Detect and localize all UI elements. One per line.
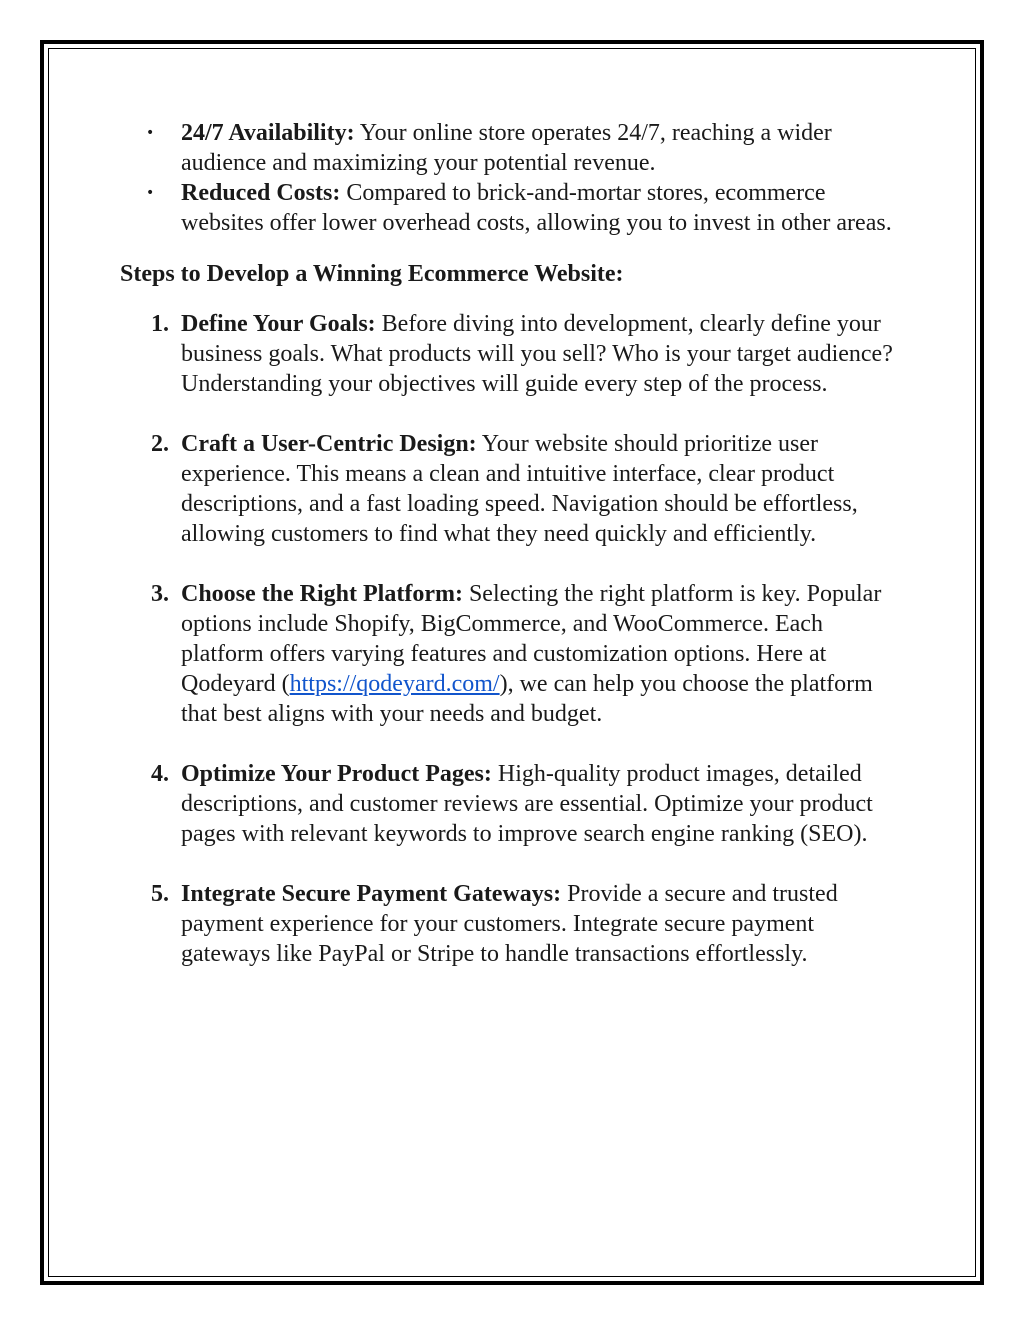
step-term: Optimize Your Product Pages: (181, 761, 492, 787)
step-number: 4. (151, 761, 169, 787)
step-text: Selecting the right platform is key. Popular options include Shopify, BigCommerce, and WooCommerce. Each platform offers varying features and customization options. Here at Qodeyard ( (181, 581, 882, 697)
step-text: High-quality product images, detailed descriptions, and customer reviews are essential. Optimize your product pages with relevant keywords to improve search engine ranking (SEO). (181, 761, 873, 847)
item-text: Your online store operates 24/7, reaching a wider audience and maximizing your potential revenue. (181, 120, 832, 176)
steps-list (120, 309, 900, 969)
step-item (120, 429, 900, 549)
list-item (120, 178, 900, 238)
qodeyard-link[interactable]: https://qodeyard.com/ (289, 671, 500, 697)
step-number: 3. (151, 581, 169, 607)
item-text: Compared to brick-and-mortar stores, ecommerce websites offer lower overhead costs, allowing you to invest in other areas. (181, 180, 892, 236)
step-text-after: ), we can help you choose the platform that best aligns with your needs and budget. (181, 671, 873, 727)
benefits-list (120, 118, 900, 238)
document-body (120, 118, 900, 999)
step-text: Your website should prioritize user experience. This means a clean and intuitive interface, clear product descriptions, and a fast loading speed. Navigation should be effortless, allowing customers to find what they need quickly and efficiently. (181, 431, 858, 547)
step-item (120, 759, 900, 849)
step-item (120, 309, 900, 399)
step-item (120, 879, 900, 969)
step-number: 1. (151, 311, 169, 337)
item-term: 24/7 Availability: (181, 120, 355, 146)
step-number: 5. (151, 881, 169, 907)
step-number: 2. (151, 431, 169, 457)
section-heading: Steps to Develop a Winning Ecommerce Website: (120, 261, 624, 287)
step-text: Provide a secure and trusted payment experience for your customers. Integrate secure payment gateways like PayPal or Stripe to handle transactions effortlessly. (181, 881, 838, 967)
bullet-icon: • (146, 125, 155, 141)
step-item (120, 579, 900, 729)
step-text: Before diving into development, clearly define your business goals. What products will you sell? Who is your target audience? Understanding your objectives will guide every step of the process. (181, 311, 893, 397)
list-item (120, 118, 900, 178)
step-term: Craft a User-Centric Design: (181, 431, 477, 457)
bullet-icon: • (146, 185, 155, 201)
item-term: Reduced Costs: (181, 180, 341, 206)
step-term: Choose the Right Platform: (181, 581, 463, 607)
step-term: Integrate Secure Payment Gateways: (181, 881, 562, 907)
step-term: Define Your Goals: (181, 311, 376, 337)
